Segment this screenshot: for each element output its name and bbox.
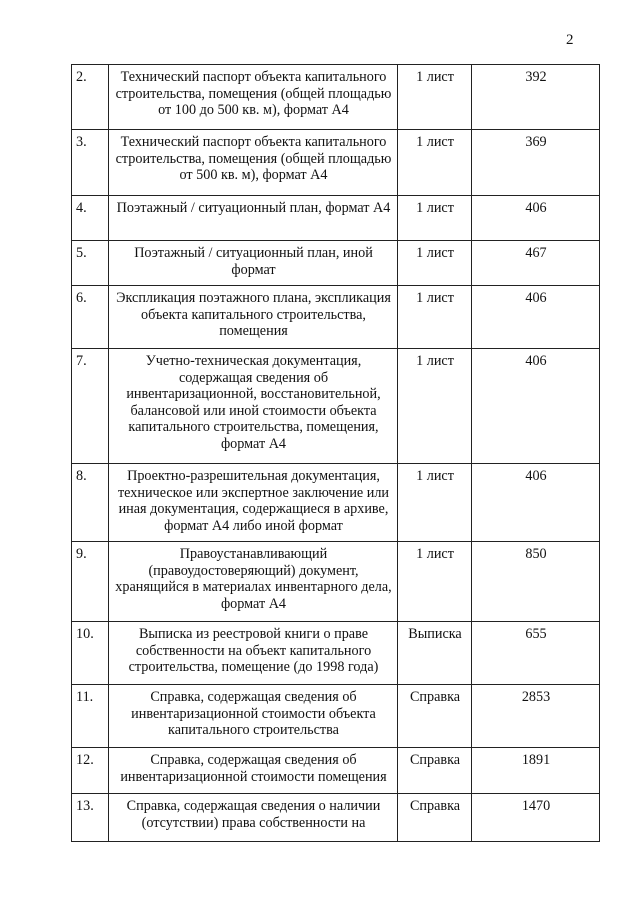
unit: 1 лист [398, 130, 472, 196]
service-name: Проектно-разрешительная документация, техническое или экспертное заключение или иная документация, содержащиеся в архиве, формат А4 либо иной формат [109, 464, 398, 542]
unit: Справка [398, 685, 472, 748]
price: 406 [472, 349, 600, 464]
table-row [72, 794, 600, 842]
unit: 1 лист [398, 65, 472, 130]
service-name: Экспликация поэтажного плана, экспликация объекта капитального строительства, помещения [109, 286, 398, 349]
row-number: 5. [72, 241, 109, 286]
price: 1891 [472, 748, 600, 794]
service-name: Учетно-техническая документация, содержащая сведения об инвентаризационной, восстановительной, балансовой или иной стоимости объекта капитального строительства, помещения, формат А4 [109, 349, 398, 464]
service-name: Технический паспорт объекта капитального строительства, помещения (общей площадью от 500 кв. м), формат А4 [109, 130, 398, 196]
page-number: 2 [566, 32, 574, 48]
price: 655 [472, 622, 600, 685]
row-number: 4. [72, 196, 109, 241]
price: 406 [472, 196, 600, 241]
service-name: Справка, содержащая сведения об инвентаризационной стоимости объекта капитального строительства [109, 685, 398, 748]
table-row [72, 349, 600, 464]
row-number: 2. [72, 65, 109, 130]
service-name: Правоустанавливающий (правоудостоверяющий) документ, хранящийся в материалах инвентарного дела, формат А4 [109, 542, 398, 622]
table-row [72, 685, 600, 748]
table-row [72, 286, 600, 349]
unit: 1 лист [398, 196, 472, 241]
unit: 1 лист [398, 286, 472, 349]
unit: Справка [398, 794, 472, 842]
price: 406 [472, 464, 600, 542]
price: 369 [472, 130, 600, 196]
row-number: 8. [72, 464, 109, 542]
table-row [72, 748, 600, 794]
row-number: 13. [72, 794, 109, 842]
service-name: Справка, содержащая сведения о наличии (отсутствии) права собственности на [109, 794, 398, 842]
price: 2853 [472, 685, 600, 748]
table-row [72, 542, 600, 622]
service-name: Выписка из реестровой книги о праве собственности на объект капитального строительства, помещение (до 1998 года) [109, 622, 398, 685]
unit: 1 лист [398, 349, 472, 464]
row-number: 12. [72, 748, 109, 794]
row-number: 6. [72, 286, 109, 349]
price: 467 [472, 241, 600, 286]
row-number: 9. [72, 542, 109, 622]
price: 1470 [472, 794, 600, 842]
row-number: 11. [72, 685, 109, 748]
price: 392 [472, 65, 600, 130]
table-row [72, 196, 600, 241]
service-name: Технический паспорт объекта капитального строительства, помещения (общей площадью от 100 до 500 кв. м), формат А4 [109, 65, 398, 130]
price-table [71, 64, 600, 842]
price: 406 [472, 286, 600, 349]
row-number: 10. [72, 622, 109, 685]
table-row [72, 130, 600, 196]
unit: 1 лист [398, 542, 472, 622]
row-number: 7. [72, 349, 109, 464]
row-number: 3. [72, 130, 109, 196]
table-row [72, 622, 600, 685]
unit: 1 лист [398, 241, 472, 286]
unit: 1 лист [398, 464, 472, 542]
table-row [72, 65, 600, 130]
price: 850 [472, 542, 600, 622]
table-row [72, 464, 600, 542]
table-row [72, 241, 600, 286]
unit: Справка [398, 748, 472, 794]
unit: Выписка [398, 622, 472, 685]
service-name: Поэтажный / ситуационный план, формат А4 [109, 196, 398, 241]
service-name: Поэтажный / ситуационный план, иной формат [109, 241, 398, 286]
service-name: Справка, содержащая сведения об инвентаризационной стоимости помещения [109, 748, 398, 794]
